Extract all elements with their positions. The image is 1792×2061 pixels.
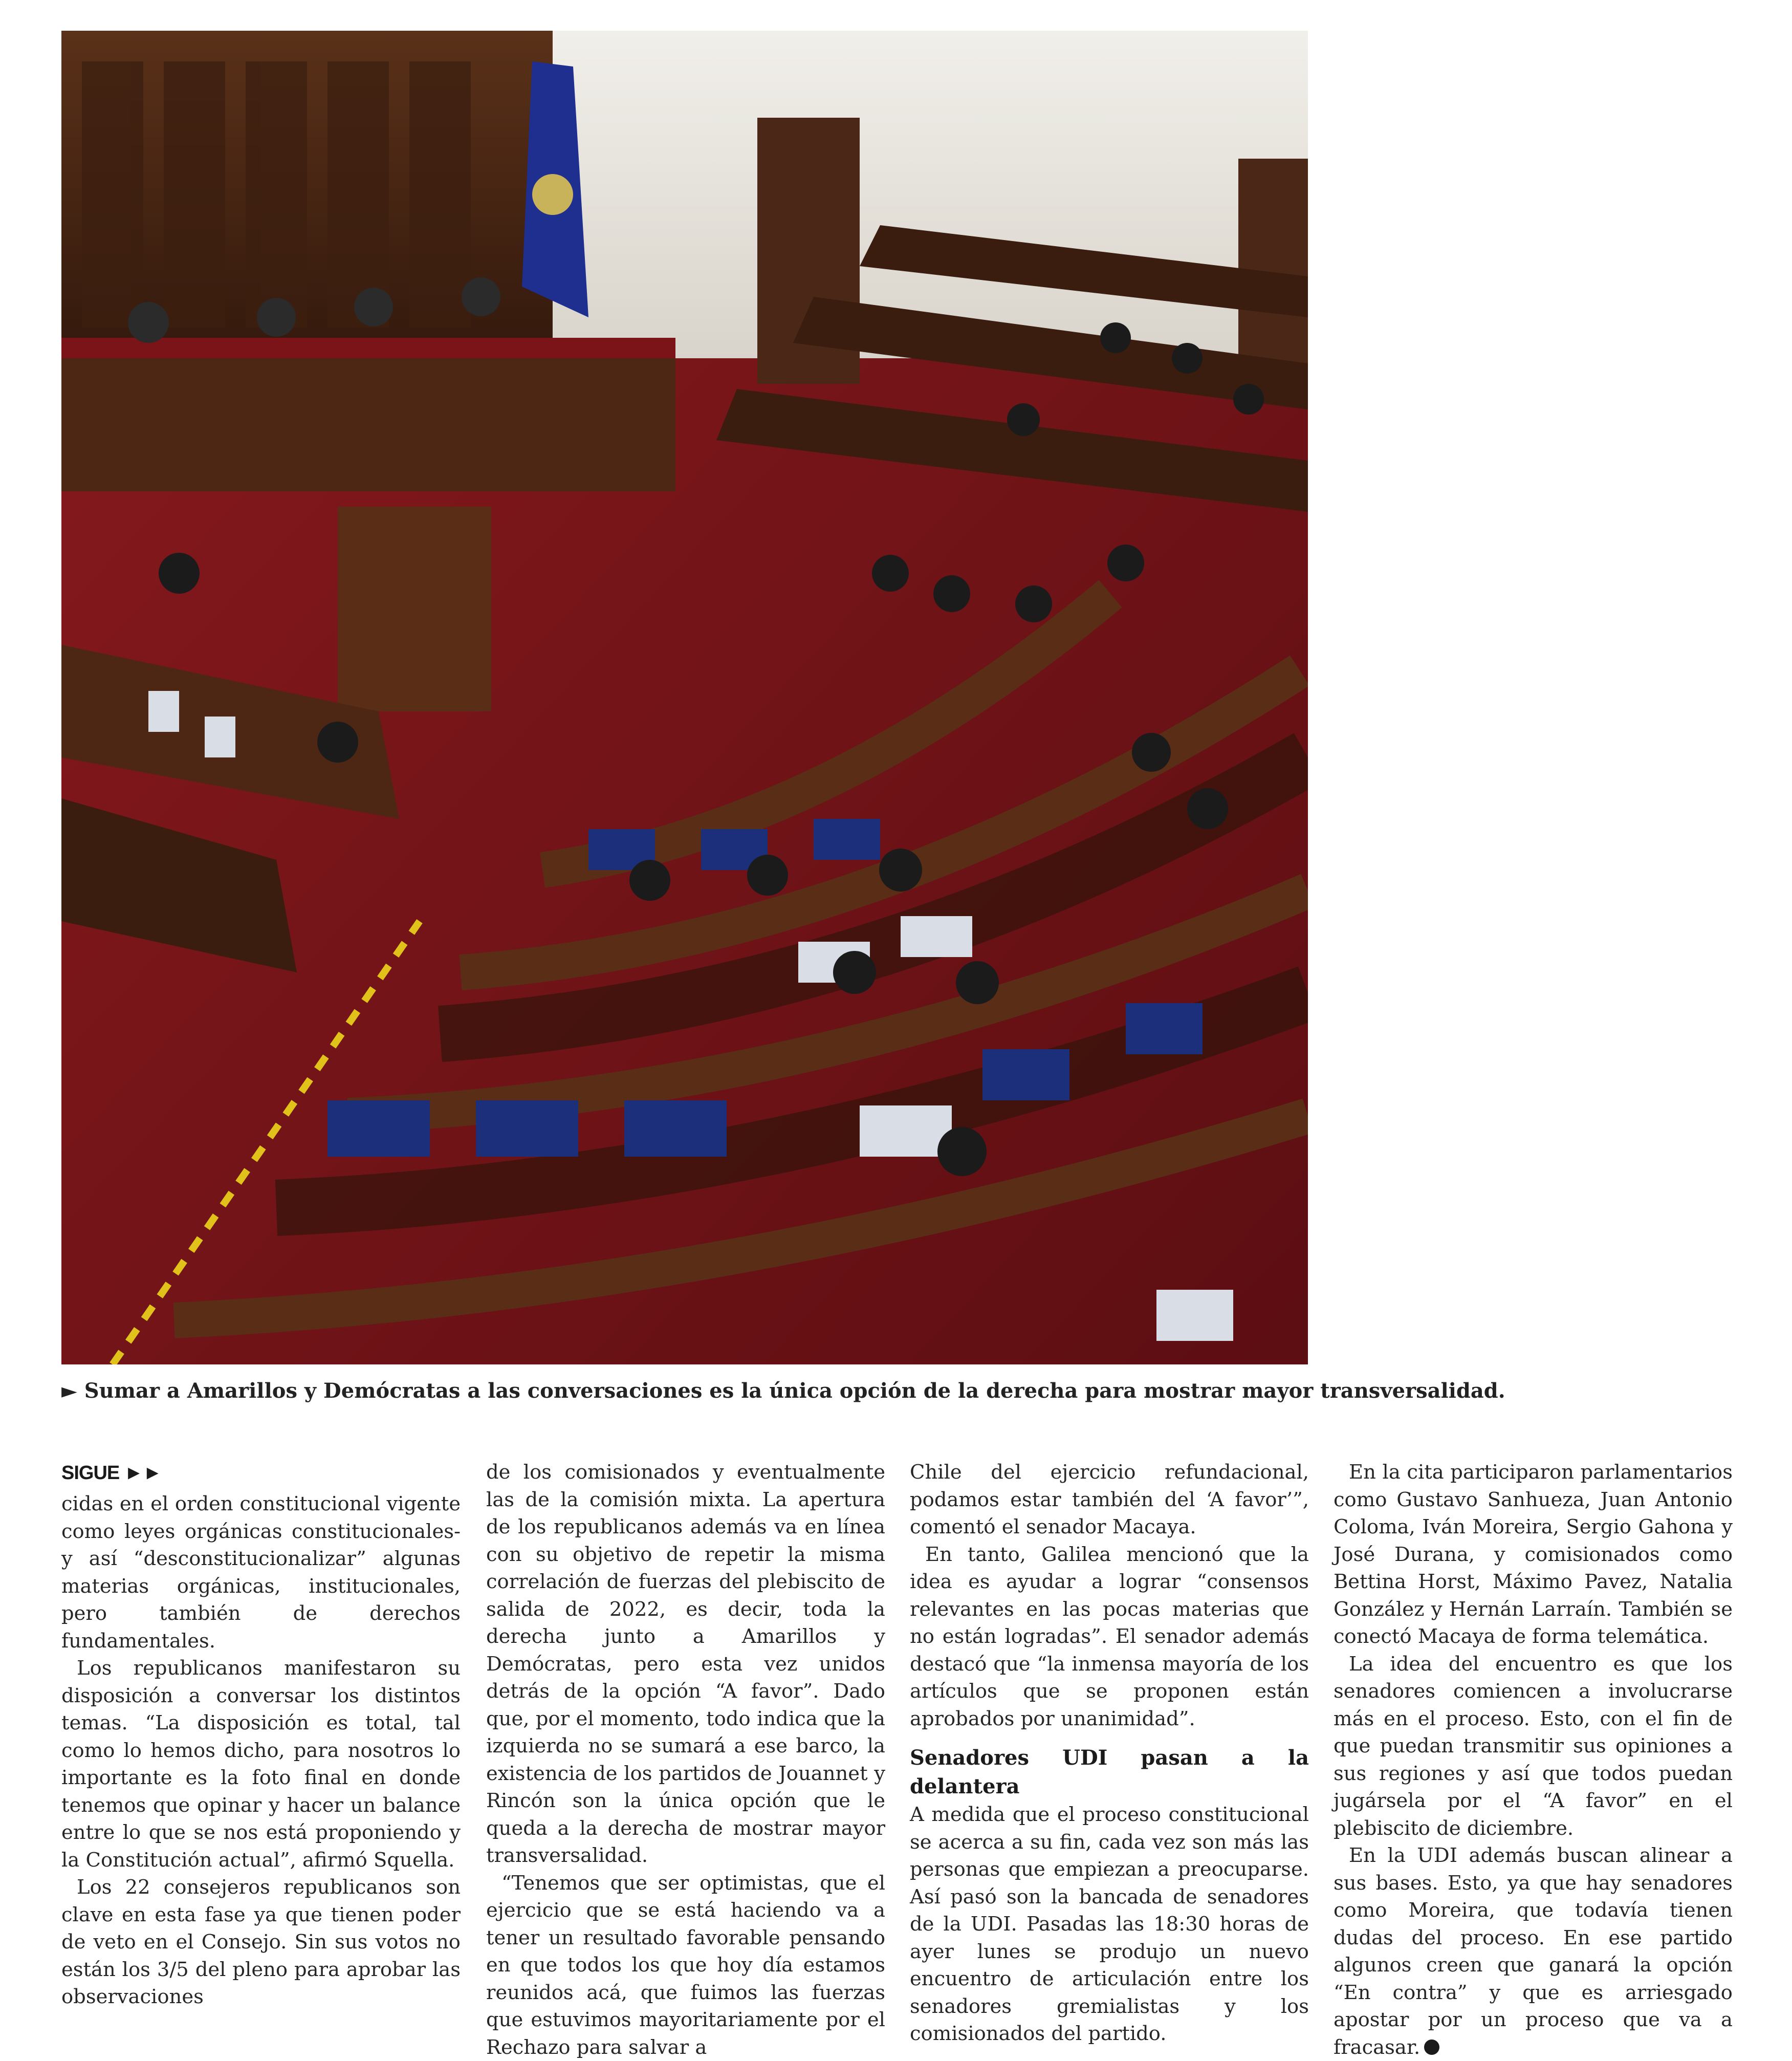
article-column-3 bbox=[910, 1459, 1309, 2048]
paragraph: Chile del ejercicio refundacional, podamos estar también del ‘A favor’”, comentó el senador Macaya. bbox=[910, 1459, 1309, 1541]
article-column-2 bbox=[486, 1459, 885, 2061]
paragraph-text: En la UDI además buscan alinear a sus bases. Esto, ya que hay senadores como Moreira, que todavía tienen dudas del proceso. En ese partido algunos creen que ganará la opción “En contra” y que es arriesgado apostar por un proceso que va a fracasar. bbox=[1334, 1844, 1733, 2059]
paragraph: Los republicanos manifestaron su disposición a conversar los distintos temas. “La disposición es total, tal como lo hemos dicho, para nosotros lo importante es la foto final en donde tenemos que opinar y hacer un balance entre lo que se nos está proponiendo y la Constitución actual”, afirmó Squella. bbox=[61, 1655, 461, 1874]
paragraph: En la cita participaron parlamentarios como Gustavo Sanhueza, Juan Antonio Coloma, Iván Moreira, Sergio Gahona y José Durana, y comisionados como Bettina Horst, Máximo Pavez, Natalia González y Hernán Larraín. También se conectó Macaya de forma telemática. bbox=[1334, 1459, 1733, 1651]
paragraph: A medida que el proceso constitucional se acerca a su fin, cada vez son más las personas que empiezan a preocuparse. Así pasó son la bancada de senadores de la UDI. Pasadas las 18:30 horas de ayer lunes se produjo un nuevo encuentro de articulación entre los senadores gremialistas y los comisionados del partido. bbox=[910, 1801, 1309, 2048]
paragraph: Los 22 consejeros republicanos son clave en esta fase ya que tienen poder de veto en el Consejo. Sin sus votos no están los 3/5 del pleno para aprobar las observaciones bbox=[61, 1874, 461, 2011]
caption-marker-icon: ► bbox=[61, 1377, 77, 1405]
paragraph: En tanto, Galilea mencionó que la idea es ayudar a lograr “consensos relevantes en las pocas materias que no están logradas”. El senador además destacó que “la inmensa mayoría de los artículos que se proponen están aprobados por unanimidad”. bbox=[910, 1541, 1309, 1733]
sigue-label: SIGUE ►► bbox=[61, 1459, 461, 1487]
paragraph-final bbox=[1334, 1842, 1733, 2061]
end-mark-icon bbox=[1424, 2040, 1439, 2055]
paragraph: cidas en el orden constitucional vigente como leyes orgánicas constitucionales- y así “desconstitucionalizar” algunas materias orgánicas, institucionales, pero también de derechos fundamentales. bbox=[61, 1490, 461, 1655]
article-column-1 bbox=[61, 1459, 461, 2011]
photo-caption bbox=[61, 1377, 1341, 1405]
photo-icon bbox=[61, 31, 1308, 1364]
caption-text: Sumar a Amarillos y Demócratas a las conversaciones es la única opción de la derecha para mostrar mayor transversalidad. bbox=[84, 1379, 1505, 1403]
paragraph: “Tenemos que ser optimistas, que el ejercicio que se está haciendo va a tener un resultado favorable pensando en que todos los que hoy día estamos reunidos acá, que fuimos las fuerzas que estuvimos mayoritariamente por el Rechazo para salvar a bbox=[486, 1870, 885, 2061]
section-subhead: Senadores UDI pasan a la delantera bbox=[910, 1744, 1309, 1801]
paragraph: La idea del encuentro es que los senadores comiencen a involucrarse más en el proceso. Esto, con el fin de que puedan transmitir sus opiniones a sus regiones y así que todos puedan jugársela por el “A favor” en el plebiscito de diciembre. bbox=[1334, 1651, 1733, 1842]
paragraph: de los comisionados y eventualmente las de la comisión mixta. La apertura de los republicanos además va en línea con su objetivo de repetir la misma correlación de fuerzas del plebiscito de salida de 2022, es decir, toda la derecha junto a Amarillos y Demócratas, pero esta vez unidos detrás de la opción “A favor”. Dado que, por el momento, todo indica que la izquierda no se sumará a ese barco, la existencia de los partidos de Jouannet y Rincón son la única opción que le queda a la derecha de mostrar mayor transversalidad. bbox=[486, 1459, 885, 1870]
article-column-4 bbox=[1334, 1459, 1733, 2061]
chamber-photo bbox=[61, 31, 1308, 1364]
